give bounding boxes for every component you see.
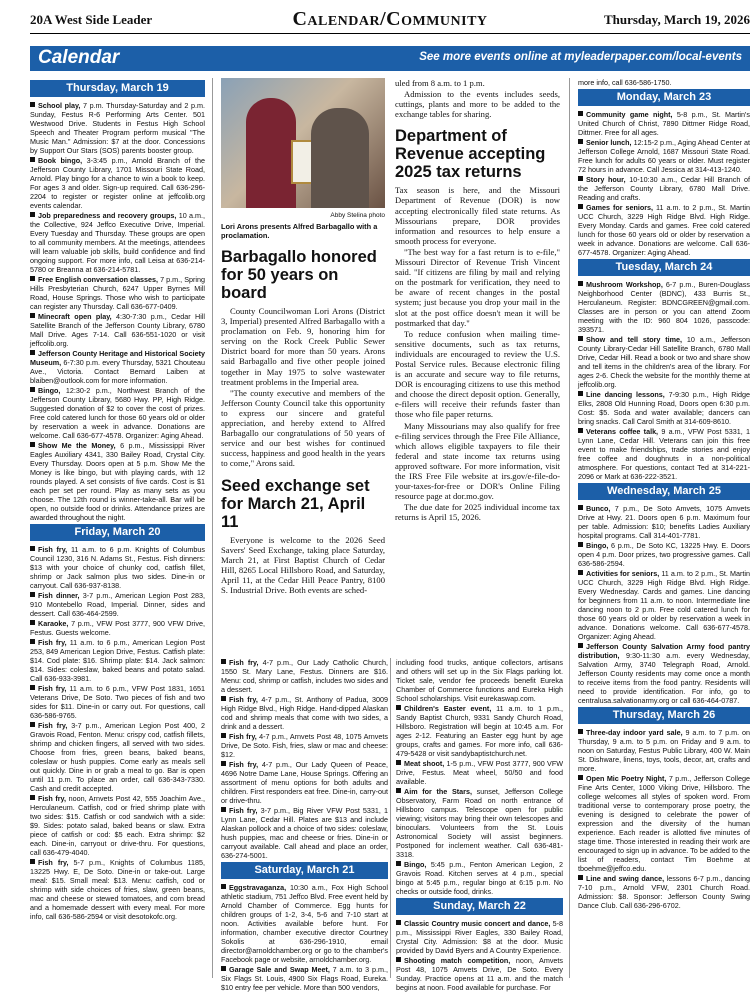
- event-title: Mushroom Workshop,: [586, 280, 663, 289]
- bullet-icon: [30, 102, 35, 107]
- issue-date: Thursday, March 19, 2026: [603, 12, 750, 27]
- bullet-icon: [578, 204, 583, 209]
- event-title: Fish fry,: [229, 695, 258, 704]
- column-divider: [390, 658, 391, 978]
- event-details: 9 a.m., VFW Post 5331, 1 Lynn Lane, Cedar Hill. Veterans can join this free event to make friendships, trade stories and enjoy free coffee and doughnuts in a non-political atmosphere. For questions, contact Ted at 314-221-2096 or Mark at 636-222-3521.: [578, 427, 750, 481]
- event-entry: [30, 858, 205, 921]
- event-entry: [396, 658, 563, 703]
- event-title: Community game night,: [586, 110, 673, 119]
- event-entry: [30, 101, 205, 155]
- event-details: 10-10:30 a.m., Cedar Hill Branch of the Jefferson County Library, 6780 Mall Drive. Reading and crafts.: [578, 175, 751, 202]
- event-entry: [30, 721, 205, 793]
- bullet-icon: [221, 659, 226, 664]
- bullet-icon: [578, 775, 583, 780]
- event-entry: [396, 956, 563, 992]
- event-title: Fish fry,: [38, 721, 68, 730]
- event-title: Fish fry,: [38, 684, 67, 693]
- page-folio: 20A West Side Leader: [30, 12, 153, 27]
- event-details: 12:30-2 p.m., Northwest Branch of the Jefferson County Library, 5680 Hwy. PP, High Ridge. Suggested donation of $2 to cover the cost of prizes. Free cold catered lunch for those 60 years old or older by reservation a week in advance. Donations are welcome. Call 636-677-4578. Organizer: Aging Ahead.: [30, 386, 205, 440]
- event-title: Aim for the Stars,: [404, 787, 472, 796]
- event-details: 5-7 p.m., Knights of Columbus 1185, 13225 Hwy. E, De Soto. Dine-in or take-out. Large meal: $15. Small meal: $13. Menu: catfish, cod or shrimp with side choices of fries, slaw, green beans, mac and cheese or stewed tomatoes, and corn bread and a homemade dessert with every meal. For more info, call 636-586-2594 or visit desotokofc.org.: [30, 858, 205, 921]
- event-details: 10 a.m., Jefferson County Library-Cedar Hill Satellite Branch, 6780 Mall Drive, Cedar Hill. Read a book or two and share show and tell items in the children's area of the library. For ages 2-6. Check the website for the monthly theme at jeffcolib.org.: [578, 335, 750, 389]
- photo-credit: Abby Stelina photo: [330, 212, 385, 219]
- column-divider: [212, 78, 213, 978]
- event-details: 4-7 p.m., St. Anthony of Padua, 3009 High Ridge Blvd., High Ridge. Hand-dipped Alaskan cod and shrimp meals that come with two sides, a drink and a dessert.: [221, 695, 388, 731]
- story-paragraph: Many Missourians may also qualify for free e-filing services through the Free File Alliance, which allows eligible taxpayers to file their federal and state income tax returns using approved software. For more information, visit the IRS Free File website at irs.gov/e-file-do-your-taxes-for-free or DOR's Online Filing resource page at dor.mo.gov.: [395, 420, 560, 502]
- event-title: Fish fry,: [229, 760, 259, 769]
- photo-cutline: Lori Arons presents Alfred Barbagallo with a proclamation.: [221, 222, 378, 240]
- bullet-icon: [30, 859, 35, 864]
- event-details: 7-9:30 p.m., High Ridge Elks, 2808 Old Hunning Road, Doors open 6:30 p.m. Cost: $5. Soda and water available; dancers can bring snacks. Call Carol Smith at 314-609-8610.: [578, 390, 751, 426]
- bullet-icon: [396, 957, 401, 962]
- event-title: Fish fry,: [229, 732, 257, 741]
- event-entry: [578, 874, 750, 910]
- event-title: Fish fry,: [38, 794, 67, 803]
- story-body: [221, 535, 385, 596]
- bullet-icon: [396, 861, 401, 866]
- story-paragraph: Everyone is welcome to the 2026 Seed Savers' Seed Exchange, taking place Saturday, March 21, at First Baptist Church of Cedar Hill, 8265 Local Hillsboro Road, and Saturday, April 11, at the Cedar Hill Peace Pantry, 8100 S. Industrial Drive. Both events are sched-: [221, 534, 385, 595]
- bullet-icon: [30, 276, 35, 281]
- story-paragraph: To reduce confusion when mailing time-sensitive documents, such as tax returns, individuals are encouraged to review the U.S. Postal Service rules. Because electronic filing is an accurate and secure way to file returns, DOR is encouraging citizens to use this method and choose the direct deposit option. Generally, e-filers will receive their refunds faster than those who file paper returns.: [395, 328, 560, 420]
- event-title: Free English conversation classes,: [38, 275, 159, 284]
- event-title: Bunco,: [586, 504, 611, 513]
- event-details: sunset, Jefferson College Observatory, Farm Road on north entrance of Hillsboro campus. Telescope open for public viewing; visitors may bring their own telescopes and binoculars. Volunteers from the St. Louis Astronomical Society will assist beginners. Postponed for inclement weather. Call 636-481-3318.: [396, 787, 563, 859]
- event-entry: [30, 684, 205, 720]
- event-entry: [396, 787, 563, 859]
- story-paragraph: uled from 8 a.m. to 1 p.m.: [395, 78, 485, 88]
- event-details: 11 a.m. to 6 p.m., American Legion Post 253, 849 American Legion Drive, Festus. Catfish plate: $14. Cod plate: $16. Shrimp plate: $14. Jack salmon: $14. Sides: coleslaw, baked beans and potato salad. Call 636-933-3981.: [30, 638, 205, 683]
- bullet-icon: [30, 639, 35, 644]
- event-title: Activities for seniors,: [586, 569, 660, 578]
- bullet-icon: [578, 428, 583, 433]
- story-paragraph: "The county executive and members of the Jefferson County Council take this opportunity to express our sincere and grateful appreciation, and hereby extend to Alfred Barbagallo our congratulations of 50 years of service and our best wishes for continued success, happiness and good health in the years to come," Arons said.: [221, 387, 385, 469]
- bullet-icon: [30, 442, 35, 447]
- event-entry: [30, 591, 205, 618]
- event-title: Show and tell story time,: [586, 335, 683, 344]
- story-headline: Department of Revenue accepting 2025 tax returns: [395, 127, 546, 182]
- bullet-icon: [578, 176, 583, 181]
- event-title: Fish fry,: [38, 638, 67, 647]
- event-title: Job preparedness and recovery groups,: [38, 211, 177, 220]
- event-title: Jefferson County Heritage and Historical Society Museum,: [30, 349, 205, 367]
- event-details: 7 p.m., De Soto Amvets, 1075 Amvets Drive at Hwy. 21. Doors open 6 p.m. Maximum four per table. Admission: $10; benefits Ladies Auxiliary hospital programs. Call 314-401-7781.: [578, 504, 750, 540]
- event-entry: [578, 138, 750, 174]
- event-details: 5-8 p.m., Mississippi River Eagles, 330 Bailey Road, Crystal City. Admission: $8 at the door. Music provided by David Byers and A Country Experience.: [396, 919, 563, 955]
- event-entry: [578, 427, 750, 481]
- bullet-icon: [578, 139, 583, 144]
- event-entry: [396, 759, 563, 786]
- event-details: 4-7 p.m., Our Lady Queen of Peace, 4696 Notre Dame Lane, House Springs. Offering an assortment of menu options for both adults and children. First responders eat free. Dine-in, carry-out or drive-thru.: [221, 760, 388, 805]
- event-entry: [578, 175, 750, 202]
- bullet-icon: [30, 795, 35, 800]
- event-title: Games for seniors,: [586, 203, 654, 212]
- story-column-right: [395, 78, 560, 648]
- bullet-icon: [578, 875, 583, 880]
- day-header: Monday, March 23: [578, 89, 750, 106]
- story-paragraph: The due date for 2025 individual income tax returns is April 15, 2026.: [395, 502, 560, 523]
- bullet-icon: [30, 592, 35, 597]
- event-entry: [578, 642, 750, 705]
- event-details: 1-5 p.m., VFW Post 3777, 900 VFW Drive, Festus. Meat wheel, 50/50 and food available.: [396, 759, 563, 786]
- proclamation-photo: [221, 78, 385, 208]
- event-entry: [578, 569, 750, 641]
- bullet-icon: [221, 761, 226, 766]
- event-details: 7 p.m., Jefferson College Fine Arts Center, 1000 Viking Drive, Hillsboro. The college welcomes all styles of spoken word. From traditional verse to contemporary prose poetry, the evening is designed to celebrate the power of expression and the diversity of the human experience. Each reader is allotted five minutes of stage time. Those interested in reading their work are encouraged to sign up in advance. To be added to the list of readers, contact Tim Boehme at tboehme@jeffco.edu.: [578, 774, 750, 873]
- bullet-icon: [578, 336, 583, 341]
- event-details: including food trucks, antique collectors, artisans and others will set up in the Six Flags parking lot. Ticket sale, vendor fee proceeds benefit Eureka Chamber of Commerce functions and Eureka High School scholarships. Visit eurekaswap.com.: [396, 658, 563, 703]
- bullet-icon: [30, 685, 35, 690]
- event-details: 3-3:45 p.m., Arnold Branch of the Jefferson County Library, 1701 Missouri State Road, Arnold. Play bingo for a chance to win a book to keep. For ages 3 and older. Sign-up required. Call 636-296-2204 to register or register online at jeffcolib.org events calendar.: [30, 156, 205, 210]
- event-details: 5-8 p.m., St. Martin's United Church of Christ, 7890 Dittmer Ridge Road, Dittmer. Free for all ages.: [578, 110, 750, 137]
- event-details: 4:30-7:30 p.m., Cedar Hill Satellite Branch of the Jefferson County Library, 6780 Mall Drive. Ages 7-14. Call 636-551-1020 or visit jeffcolib.org.: [30, 312, 205, 348]
- event-entry: [30, 545, 205, 590]
- event-entry: [396, 919, 563, 955]
- story-paragraph: Admission to the events includes seeds, cuttings, plants and more to be added to the exchange tables for sharing.: [395, 89, 560, 120]
- story-body: [395, 78, 560, 119]
- bullet-icon: [30, 546, 35, 551]
- bullet-icon: [221, 966, 226, 971]
- event-title: Book bingo,: [38, 156, 83, 165]
- person-figure: [246, 98, 296, 208]
- event-details: 7 p.m., Spring Hills Presbyterian Church, 6247 Upper Byrnes Mill Road, House Springs. Those who wish to participate can register any Thursday. Call 636-677-0409.: [30, 275, 205, 311]
- event-title: Classic Country music concert and dance,: [404, 919, 551, 928]
- event-title: Line and swing dance,: [586, 874, 665, 883]
- bullet-icon: [578, 281, 583, 286]
- bullet-icon: [30, 350, 35, 355]
- event-details: 11 a.m. to 1 p.m., Sandy Baptist Church, 9331 Sandy Church Road, Hillsboro. Registration will begin at 10:45 a.m. For ages 2-12. Featuring an Easter egg hunt by age groups, crafts and games. For more info, call 636-479-5428 or visit sandybaptistchurch.net.: [396, 704, 564, 758]
- person-figure: [311, 108, 369, 208]
- event-title: Fish fry,: [38, 545, 68, 554]
- event-details: 5:45 p.m., Fenton American Legion, 2 Gravois Road. Kitchen serves at 4 p.m., special bingo at 5:45 p.m., regular bingo at 6:15 p.m. No checks or outside food, drinks.: [396, 860, 563, 896]
- event-entry: [578, 110, 750, 137]
- calendar-title: Calendar: [38, 47, 120, 68]
- event-entry: [30, 794, 205, 857]
- bullet-icon: [30, 313, 35, 318]
- event-details: 3-7 p.m., American Legion Post 283, 910 Montebello Road, Imperial. Dinner, sides and dessert. Call 636-464-2599.: [30, 591, 205, 618]
- event-details: 3-7 p.m., American Legion Post 400, 2 Gravois Road, Fenton. Menu: crispy cod, catfish fillets, shrimp and chicken fingers, all served with two sides. Choose from fries, green beans, baked beans, coleslaw or hush puppies. Come early as meals sell out quickly. Dine in or grab a meal to go. Bar is open until 11 p.m. To place an order, call 636-343-7330. Cash and credit accepted.: [30, 721, 205, 793]
- calendar-banner: [30, 46, 750, 71]
- day-header: Sunday, March 22: [396, 898, 563, 915]
- event-details: 7 a.m. to 3 p.m., Six Flags St. Louis, 4900 Six Flags Road, Eureka. $10 entry fee per vehicle. More than 500 vendors,: [221, 965, 388, 992]
- bullet-icon: [396, 760, 401, 765]
- event-details: 6-7:30 p.m. every Thursday, 5321 Chouteau Ave., Victoria. Contact Bernard Laiben at blaiben@outlook.com for more information.: [30, 358, 205, 385]
- day-header: Thursday, March 26: [578, 707, 750, 724]
- event-details: 10:30 a.m., Fox High School athletic stadium, 751 Jeffco Blvd. Free event held by Arnold Chamber of Commerce. Egg hunts for children groups of 1-2, 3-4, 5-6 and 7-10 start at noon. Activities available before hunt. For information, chamber executive director Courtney Sokolis at 636-296-1910, email director@arnoldchamber.org or go to the chamber's Facebook page or website, arnoldchamber.org.: [221, 883, 388, 964]
- event-entry: [578, 335, 750, 389]
- event-entry: [578, 541, 750, 568]
- day-header: Wednesday, March 25: [578, 483, 750, 500]
- event-title: Jefferson County Salvation Army food pantry distribution,: [578, 642, 750, 660]
- bullet-icon: [396, 705, 401, 710]
- bullet-icon: [578, 643, 583, 648]
- day-header: Friday, March 20: [30, 524, 205, 541]
- event-entry: [30, 619, 205, 637]
- masthead: [30, 6, 750, 34]
- event-entry: [30, 638, 205, 683]
- event-details: 3-7 p.m., Big River VFW Post 5331, 1 Lynn Lane, Cedar Hill. Plates are $13 and include Alaskan pollock and a choice of two sides: coleslaw, hush puppies, mac and cheese or fries. Dine-in or carryout available. Call ahead and place an order, 636-274-5001.: [221, 806, 388, 860]
- event-title: School play,: [38, 101, 81, 110]
- event-entry: [578, 390, 750, 426]
- event-title: Minecraft open play,: [38, 312, 112, 321]
- event-title: Bingo,: [586, 541, 609, 550]
- event-entry: [578, 728, 750, 773]
- bullet-icon: [578, 391, 583, 396]
- story-paragraph: County Councilwoman Lori Arons (District 3, Imperial) presented Alfred Barbagallo with a proclamation on Feb. 9, honoring him for serving on the Rock Creek Public Sewer District board for more than 50 years. Arons said Barbagallo and five other people joined together in May 1975 to solve wastewater treatment problems in the Imperial area.: [221, 306, 385, 387]
- event-title: Senior lunch,: [586, 138, 632, 147]
- event-details: noon, Amvets Post 48, 1075 Amvets Drive, De Soto. Every Sunday. Practice opens at 11 a.m. and the match begins at noon. Food available for purchase. For: [396, 956, 564, 992]
- event-details: 9:30-11:30 a.m. every Wednesday, Salvation Army, 3740 Telegraph Road, Arnold. Jefferson County residents may come once a month to receive items from the food pantry. Residents will need to provide identification. For info, go to centralusa.salvationarmy.org or call 636-464-0787.: [578, 651, 750, 705]
- event-title: Three-day indoor yard sale,: [586, 728, 683, 737]
- event-title: Open Mic Poetry Night,: [586, 774, 667, 783]
- bullet-icon: [578, 542, 583, 547]
- event-title: Bingo,: [38, 386, 61, 395]
- story-body: [221, 306, 385, 469]
- event-details: 9 a.m. to 7 p.m. on Thursday, 9 a.m. to 5 p.m. on Friday and 9 a.m. to noon on Saturday, Festus Public Library, 400 W. Main St. Dishware, linens, toys, tools, decor, art, crafts and more.: [578, 728, 750, 773]
- event-entry: [578, 203, 750, 257]
- calendar-column-1: [30, 78, 205, 978]
- event-title: Show Me the Money,: [38, 441, 116, 450]
- event-title: Meat shoot,: [404, 759, 445, 768]
- bullet-icon: [30, 620, 35, 625]
- bullet-icon: [396, 788, 401, 793]
- bullet-icon: [578, 570, 583, 575]
- event-details: 10 a.m., the Collective, 924 Jeffco Executive Drive, Imperial. Every Tuesday and Thursday. These groups are open to all community members. At the meetings, attendees will learn valuable job skills, build confidence and find ongoing support. For more info, call Leisa at 636-214-5780 or Breanna at 636-214-5781.: [30, 211, 205, 274]
- story-paragraph: Tax season is here, and the Missouri Department of Revenue (DOR) is now accepting electronically filed state returns. As Missourians prepare, DOR provides information and resources to help ensure a smooth process for everyone.: [395, 185, 560, 246]
- story-column-left: [221, 78, 385, 648]
- bullet-icon: [578, 505, 583, 510]
- story-paragraph: "The best way for a fast return is to e-file," Missouri Director of Revenue Trish Vincent said. "If citizens are filing by mail and relying on the postmark for verification, they need to be aware of recent changes in the postal system; just because you drop your mail in the slot at the post office doesn't mean it will be postmarked that day.": [395, 246, 560, 328]
- event-title: Eggstravaganza,: [229, 883, 287, 892]
- event-entry: [221, 658, 388, 694]
- section-title: Calendar/Community: [292, 8, 488, 30]
- event-entry: [221, 806, 388, 860]
- event-entry: [221, 883, 388, 964]
- calendar-column-3: [396, 658, 564, 992]
- event-title: Fish fry,: [229, 658, 259, 667]
- event-details: 11 a.m. to 2 p.m., St. Martin UCC Church, 3229 High Ridge Blvd. High Ridge. Every Monday. Cards and games. Free cold catered lunch for those 60 years old or older by reservation a week in advance. Donations are welcome. Call 636-677-4578. Organizer: Aging Ahead.: [578, 203, 750, 257]
- day-header: Tuesday, March 24: [578, 259, 750, 276]
- event-title: Story hour,: [586, 175, 626, 184]
- bullet-icon: [30, 722, 35, 727]
- event-title: Karaoke,: [38, 619, 69, 628]
- event-details: 6 p.m., De Soto KC, 13225 Hwy. E. Doors open 4 p.m. Door prizes, two progressive games. Call 636-586-2594.: [578, 541, 750, 568]
- event-entry: [221, 695, 388, 731]
- bullet-icon: [30, 157, 35, 162]
- event-entry: [30, 386, 205, 440]
- event-entry: [221, 760, 388, 805]
- more-events-link[interactable]: See more events online at myleaderpaper.com/local-events: [419, 51, 742, 63]
- bullet-icon: [221, 807, 226, 812]
- event-details: 6 p.m., Mississippi River Eagles Auxiliary 4341, 330 Bailey Road, Crystal City. Every Thursday. Doors open at 5 p.m. Show Me the Money is like bingo, but with playing cards, with 12 rounds played. A set consists of five cards. Cost is $1 each per set per round. Play as many sets as you choose. The 12th round is winner-take-all. Bar will be open, no outside food or drinks. Attendance prizes are awarded throughout the night.: [30, 441, 205, 522]
- event-details: lessons 6-7 p.m., dancing 7-10 p.m., Arnold VFW, 2301 Church Road. Admission: $8. Sponsor: Jefferson County Swing Dance Club. Call 636-296-6702.: [578, 874, 750, 910]
- event-details: 11 a.m. to 6 p.m. Knights of Columbus Council 1230, 316 N. Adams St., Festus. Fish dinners: $13 with your choice of chunky cod, catfish fillet, shrimp or Jack salmon plus two sides. Dine-in or carryout. Call 636-937-8138.: [30, 545, 205, 590]
- story-headline: Seed exchange set for March 21, April 11: [221, 476, 370, 531]
- day-header: Thursday, March 19: [30, 80, 205, 97]
- event-entry: [396, 704, 563, 758]
- calendar-column-4: [578, 78, 750, 978]
- bullet-icon: [221, 696, 226, 701]
- event-details: 11 a.m. to 2 p.m., St. Martin UCC Church, 3229 High Ridge Blvd. High Ridge. Every Wednesday. Cards and games. Line dancing for beginners from 11 a.m. to noon. Intermediate line dancing noon to 2 p.m. Free cold catered lunch for those 60 years old or older by reservation a week in advance. Donations welcome. Call 636-677-4578. Organizer: Aging Ahead.: [578, 569, 750, 641]
- event-title: Fish fry,: [229, 806, 258, 815]
- column-divider: [569, 78, 570, 978]
- event-title: Children's Easter event,: [404, 704, 492, 713]
- event-entry: [30, 349, 205, 385]
- event-entry: [30, 441, 205, 522]
- event-details: 6-7 p.m., Buren-Douglass Neighborhood Center (BDNC), 433 Burris St., Herculaneum. Register: BDNCGREEN@gmail.com. Classes are in person or you can attend Zoom meeting with the ID: 960 804 1026, passcode: 393571.: [578, 280, 750, 334]
- event-entry: [30, 275, 205, 311]
- event-entry: [396, 860, 563, 896]
- event-details: 4-7 p.m., Our Lady Catholic Church, 1550 St. Mary Lane, Festus. Dinners are $16. Menu: cod, shrimp or catfish, includes two sides and a dessert.: [221, 658, 388, 694]
- event-details: 4-7 p.m., Arnvets Post 48, 1075 Arnvets Drive, De Soto. Fish, fries, slaw or mac and cheese: $12.: [221, 732, 388, 759]
- bullet-icon: [221, 884, 226, 889]
- event-entry: [578, 504, 750, 540]
- event-entry: [221, 965, 388, 992]
- event-title: Fish dinner,: [38, 591, 80, 600]
- event-details: 7 p.m., VFW Post 3777, 900 VFW Drive, Festus. Guests welcome.: [30, 619, 205, 637]
- event-title: Shooting match competition,: [404, 956, 511, 965]
- bullet-icon: [396, 920, 401, 925]
- event-title: Line dancing lessons,: [586, 390, 665, 399]
- event-entry: [30, 211, 205, 274]
- event-details: 12:15-2 p.m., Aging Ahead Center at Jefferson College Arnold, 1687 Missouri State Road. Free lunch for adults 60 years or older. Must register 72 hours in advance. Call Jessica at 314-413-1240.: [578, 138, 750, 174]
- bullet-icon: [578, 729, 583, 734]
- continued-entry: more info, call 636-586-1750.: [578, 78, 672, 87]
- story-body: [395, 185, 560, 522]
- bullet-icon: [30, 212, 35, 217]
- event-details: 7 p.m. Thursday-Saturday and 2 p.m. Sunday, Festus R-6 Performing Arts Center. 501 Westwood Drive. Students in Festus High School Speech and Theater Program perform musical "The Music Man." Admission: $7 at the door. Concessions by Support Our Stars (SOS) parents booster group.: [30, 101, 205, 155]
- event-entry: [578, 280, 750, 334]
- event-details: noon, Arnvets Post 42, 555 Joachim Ave., Herculaneum. Catfish, cod or fried shrimp plate with two sides: $15. Catfish or cod sandwich with a side: $9. Sides: potato salad, baked beans or slaw. Extra piece of catfish or cod: $5 each. Extra shrimp: $2 each. Dine-in, carryout or drive-thru. For questions, call 636-479-4040.: [30, 794, 205, 857]
- event-details: 11 a.m. to 6 p.m., VFW Post 1831, 1651 Veterans Drive, De Soto. Two pieces of fish and two sides for $11. Dine-in or carry out. For questions, call 636-586-9765.: [30, 684, 205, 720]
- bullet-icon: [221, 733, 226, 738]
- event-title: Fish fry,: [38, 858, 69, 867]
- event-title: Garage Sale and Swap Meet,: [229, 965, 330, 974]
- bullet-icon: [30, 387, 35, 392]
- story-headline: Barbagallo honored for 50 years on board: [221, 248, 377, 302]
- event-entry: [30, 312, 205, 348]
- event-title: Bingo,: [404, 860, 427, 869]
- calendar-column-2: [221, 658, 388, 992]
- event-entry: [221, 732, 388, 759]
- event-entry: [30, 156, 205, 210]
- event-entry: [578, 774, 750, 873]
- bullet-icon: [578, 111, 583, 116]
- day-header: Saturday, March 21: [221, 862, 388, 879]
- event-title: Veterans coffee talk,: [586, 427, 659, 436]
